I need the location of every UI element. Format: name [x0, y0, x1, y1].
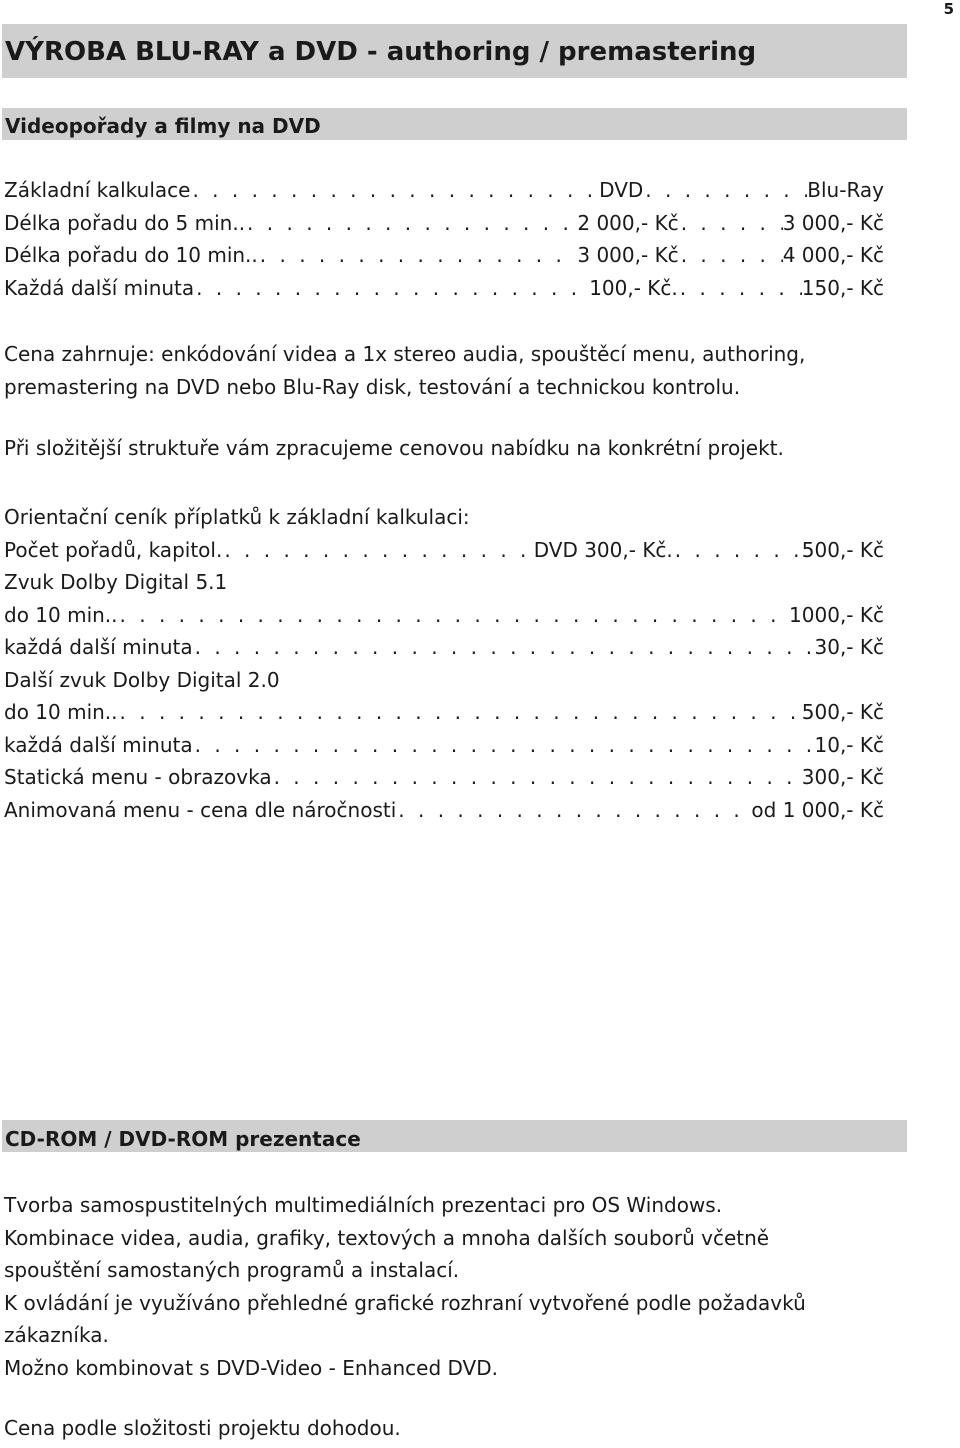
surcharge-price: 30,- Kč [814, 635, 884, 659]
dot-leader [678, 272, 802, 305]
surcharge-row [4, 599, 884, 632]
dot-leader [258, 239, 578, 272]
surcharge-row [4, 761, 884, 794]
dot-leader [190, 174, 599, 207]
price-table-header-row [4, 174, 884, 207]
surcharge-dvd: DVD 300,- Kč. [533, 537, 673, 562]
surcharge-label: každá další minuta [4, 635, 193, 659]
cdrom-line: zákazníka. [4, 1323, 109, 1347]
complex-project-note: Při složitější struktuře vám zpracujeme cenovou nabídku na konkrétní projekt. [4, 436, 784, 460]
surcharge-label: Animovaná menu - cena dle náročnosti [4, 797, 397, 822]
surcharges-heading: Orientační ceník příplatků k základní kalkulaci: [4, 505, 470, 529]
price-row-bluray: 150,- Kč [801, 275, 884, 300]
dot-leader [222, 534, 533, 567]
dolby20-heading: Další zvuk Dolby Digital 2.0 [4, 667, 280, 692]
cdrom-footer-note: Cena podle složitosti projektu dohodou. [4, 1416, 401, 1440]
surcharge-row [4, 534, 884, 567]
price-row [4, 272, 884, 305]
surcharge-row [4, 696, 884, 729]
dot-leader [245, 207, 577, 240]
surcharge-label: každá další minuta [4, 732, 193, 757]
dot-leader [118, 599, 790, 632]
price-row-bluray: 3 000,- Kč [782, 210, 884, 235]
price-row-dvd: 3 000,- Kč [577, 243, 679, 267]
includes-paragraph: Cena zahrnuje: enkódování videa a 1x stereo audia, spouštěcí menu, authoring, premastering na DVD nebo Blu-Ray disk, testování a technickou kontrolu. [4, 342, 806, 399]
price-row-label: Délka pořadu do 10 min.. [4, 243, 258, 267]
dot-leader [193, 729, 815, 762]
page-title: VÝROBA BLU-RAY a DVD - authoring / premastering [2, 24, 907, 78]
surcharge-price: 300,- Kč [801, 765, 884, 789]
surcharge-price: od 1 000,- Kč [751, 797, 884, 822]
cdrom-line: K ovládání je využíváno přehledné grafické rozhraní vytvořené podle požadavků [4, 1290, 806, 1315]
surcharge-price: 1000,- Kč [789, 602, 884, 627]
surcharge-row [4, 794, 884, 827]
cdrom-line: Tvorba samospustitelných multimediálních prezentaci pro OS Windows. [4, 1193, 723, 1217]
surcharge-row [4, 729, 884, 762]
surcharge-label: Počet pořadů, kapitol. [4, 537, 223, 562]
dvd-section-heading: Videopořady a filmy na DVD [2, 108, 907, 140]
surcharge-label: do 10 min.. [4, 700, 118, 724]
price-row-label: Délka pořadu do 5 min.. [4, 210, 246, 235]
price-table-header-dvd: DVD [599, 178, 644, 202]
price-row [4, 239, 884, 272]
dot-leader [272, 761, 802, 794]
cdrom-line: spouštění samostaných programů a instalací. [4, 1258, 460, 1282]
surcharge-price: 10,- Kč [814, 732, 884, 757]
price-row-dvd: 100,- Kč. [589, 275, 678, 300]
dolby51-heading: Zvuk Dolby Digital 5.1 [4, 570, 228, 594]
surcharge-row [4, 631, 884, 664]
surcharge-label: Statická menu - obrazovka [4, 765, 272, 789]
cdrom-description [4, 1189, 884, 1384]
cdrom-section-heading: CD-ROM / DVD-ROM prezentace [2, 1120, 907, 1152]
basic-price-table [4, 174, 884, 304]
dot-leader [193, 631, 815, 664]
surcharge-bluray: 500,- Kč [801, 537, 884, 562]
price-table-header-bluray: Blu-Ray [807, 178, 884, 202]
price-row-dvd: 2 000,- Kč [577, 210, 679, 235]
price-row-label: Každá další minuta [4, 275, 195, 300]
surcharges-list [4, 501, 884, 826]
cdrom-line: Kombinace videa, audia, grafiky, textových a mnoha dalších souborů včetně [4, 1225, 770, 1250]
price-table-header-label: Základní kalkulace [4, 178, 191, 202]
cdrom-line: Možno kombinovat s DVD-Video - Enhanced DVD. [4, 1355, 498, 1380]
dot-leader [673, 534, 802, 567]
price-row [4, 207, 884, 240]
surcharge-price: 500,- Kč [801, 700, 884, 724]
surcharge-label: do 10 min.. [4, 602, 118, 627]
price-row-bluray: 4 000,- Kč [782, 243, 884, 267]
dot-leader [118, 696, 802, 729]
dot-leader [679, 207, 783, 240]
page-number: 5 [943, 0, 954, 18]
dot-leader [643, 174, 807, 207]
dot-leader [679, 239, 783, 272]
dot-leader [194, 272, 589, 305]
dot-leader [396, 794, 751, 827]
